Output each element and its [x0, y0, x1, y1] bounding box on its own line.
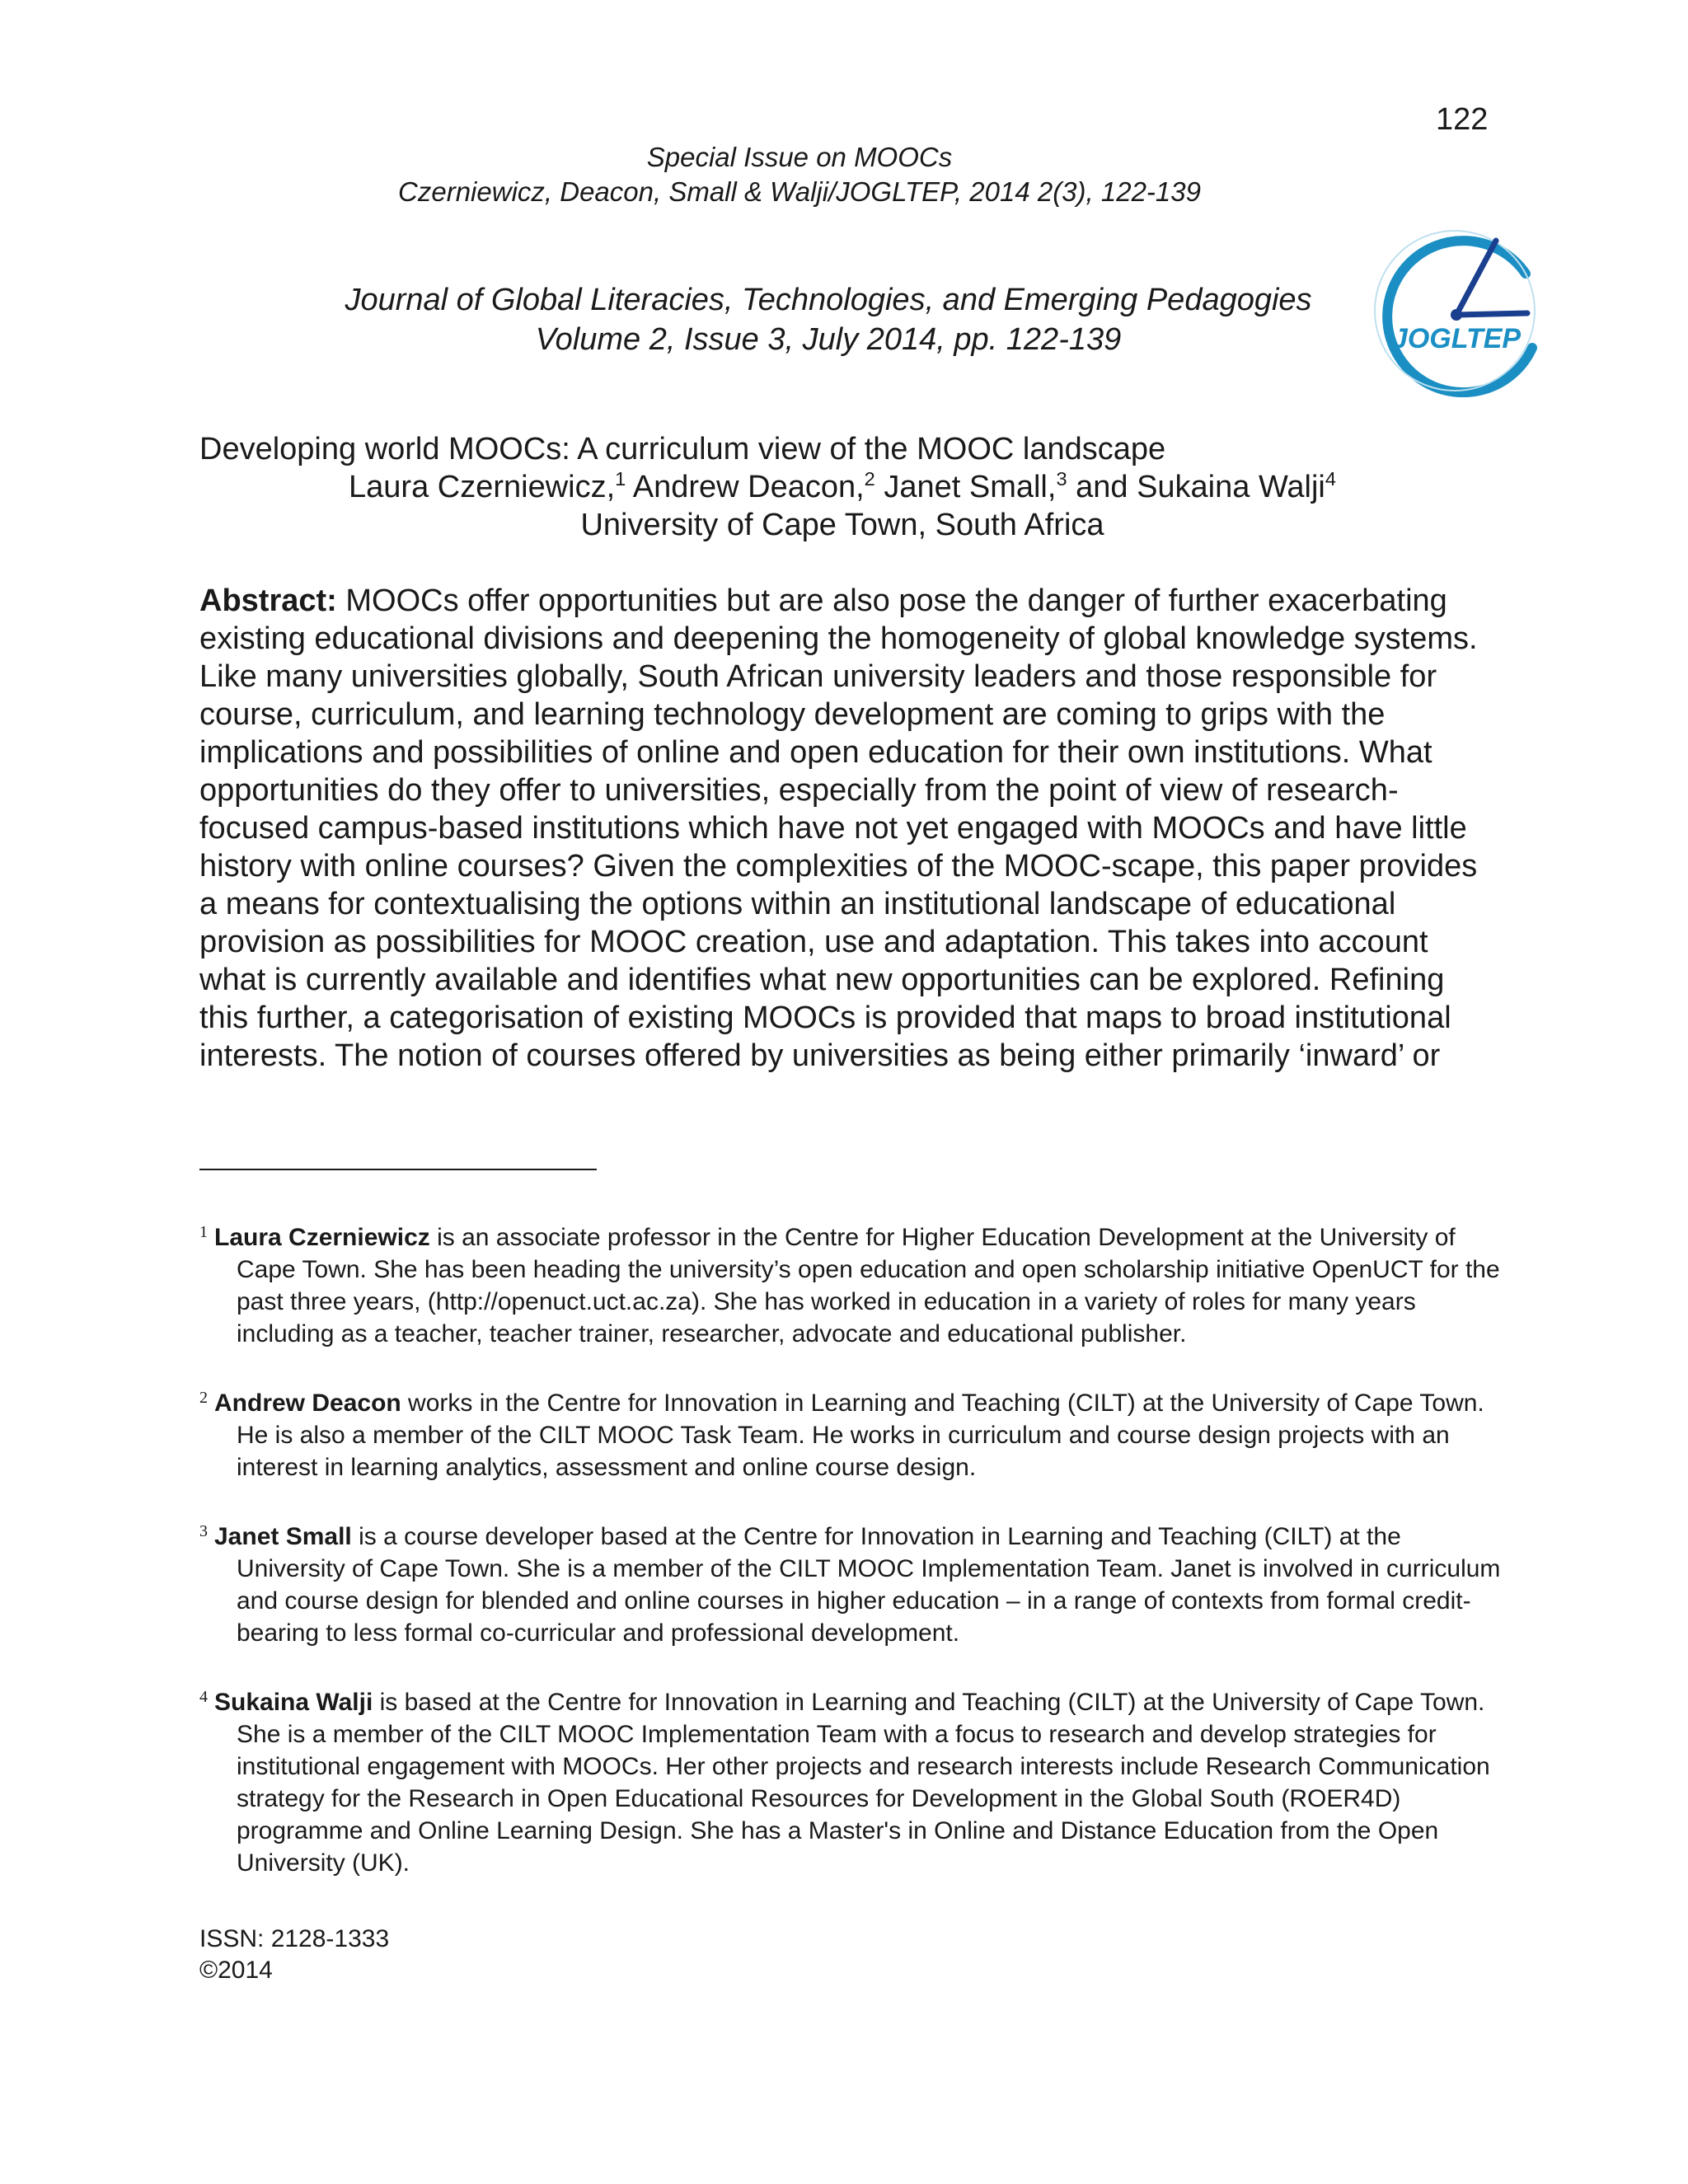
abstract-text: MOOCs offer opportunities but are also pose the danger of further exacerbating existing educational divisions and deepening the homogeneity of global knowledge systems. Like many universities globally, South African university leaders and those responsible for course, curriculum, and learning technology development are coming to grips with the implications and possibilities of online and open education for their own institutions. What opportunities do they offer to universities, especially from the point of view of research-focused campus-based institutions which have not yet engaged with MOOCs and have little history with online courses? Given the complexities of the MOOC-scape, this paper provides a means for contextualising the options within an institutional landscape of educational provision as possibilities for MOOC creation, use and adaptation. This takes into account what is currently available and identifies what new opportunities can be explored. Refining this further, a categorisation of existing MOOCs is provided that maps to broad institutional interests. The notion of courses offered by universities as being either primarily ‘inward’ or	[199, 583, 1478, 1073]
footnote-author-name: Andrew Deacon	[214, 1390, 401, 1417]
author-footnote-ref: 1	[615, 467, 626, 490]
issn: ISSN: 2128-1333	[199, 1925, 390, 1952]
author-footnote-ref: 4	[1325, 467, 1336, 490]
paper-title: Developing world MOOCs: A curriculum view of the MOOC landscape	[199, 432, 1166, 466]
citation-line: Czerniewicz, Deacon, Small & Walji/JOGLTEP, 2014 2(3), 122-139	[398, 176, 1201, 207]
footnote-author-name: Laura Czerniewicz	[214, 1224, 430, 1251]
page-number: 122	[1436, 102, 1489, 137]
footnote-number: 1	[199, 1223, 208, 1241]
footnote-divider	[199, 1169, 597, 1170]
footnote-text: is an associate professor in the Centre for Higher Education Development at the University of Cape Town. She has been heading the university’s open education and open scholarship initiative OpenUCT for the past three years, (http://openuct.uct.ac.za). She has worked in education in a variety of roles for many years including as a teacher, teacher trainer, researcher, advocate and educational publisher.	[237, 1224, 1500, 1347]
copyright: ©2014	[199, 1957, 273, 1984]
issn-block	[199, 1924, 389, 1986]
footnote-number: 2	[199, 1389, 208, 1407]
journal-volume: Volume 2, Issue 3, July 2014, pp. 122-139	[535, 322, 1122, 357]
footnote-text: is based at the Centre for Innovation in Learning and Teaching (CILT) at the University of Cape Town. She is a member of the CILT MOOC Implementation Team with a focus to research and develop strategies for institutional engagement with MOOCs. Her other projects and research interests include Research Communication strategy for the Research in Open Educational Resources for Development in the Global South (ROER4D) programme and Online Learning Design. She has a Master's in Online and Distance Education from the Open University (UK).	[237, 1689, 1490, 1877]
issue-title: Special Issue on MOOCs	[646, 142, 953, 172]
footnotes	[199, 1216, 1502, 1911]
author-footnote-ref: 3	[1056, 467, 1067, 490]
footnote-text: is a course developer based at the Centre for Innovation in Learning and Teaching (CILT) at the University of Cape Town. She is a member of the CILT MOOC Implementation Team. Janet is involved in curriculum and course design for blended and online courses in higher education – in a range of contexts from formal credit-bearing to less formal co-curricular and professional development.	[237, 1523, 1501, 1647]
footnote	[199, 1681, 1502, 1879]
abstract-label: Abstract:	[199, 583, 337, 618]
footnote-text: works in the Centre for Innovation in Learning and Teaching (CILT) at the University of Cape Town. He is also a member of the CILT MOOC Task Team. He works in curriculum and course design projects with an interest in learning analytics, assessment and online course design.	[237, 1390, 1484, 1481]
footnote	[199, 1216, 1502, 1350]
title-block	[199, 430, 1485, 544]
author-name: Laura Czerniewicz,	[349, 470, 616, 504]
author-footnote-ref: 2	[864, 467, 875, 490]
author-name: and Sukaina Walji	[1076, 470, 1325, 504]
journal-logo	[1364, 224, 1545, 397]
footnote	[199, 1382, 1502, 1483]
author-list	[199, 468, 1485, 506]
abstract	[199, 582, 1493, 1075]
clock-logo-icon	[1375, 231, 1535, 392]
issue-header	[0, 140, 1599, 209]
footnote-author-name: Janet Small	[214, 1523, 352, 1550]
footnote	[199, 1516, 1502, 1649]
author-name: Andrew Deacon,	[632, 470, 865, 504]
footnote-number: 3	[199, 1522, 208, 1540]
journal-title: Journal of Global Literacies, Technologies, and Emerging Pedagogies	[345, 283, 1312, 317]
affiliation: University of Cape Town, South Africa	[580, 508, 1104, 542]
footnote-author-name: Sukaina Walji	[214, 1689, 373, 1716]
logo-text: JOGLTEP	[1391, 323, 1522, 354]
author-name: Janet Small,	[884, 470, 1057, 504]
footnote-number: 4	[199, 1688, 208, 1706]
